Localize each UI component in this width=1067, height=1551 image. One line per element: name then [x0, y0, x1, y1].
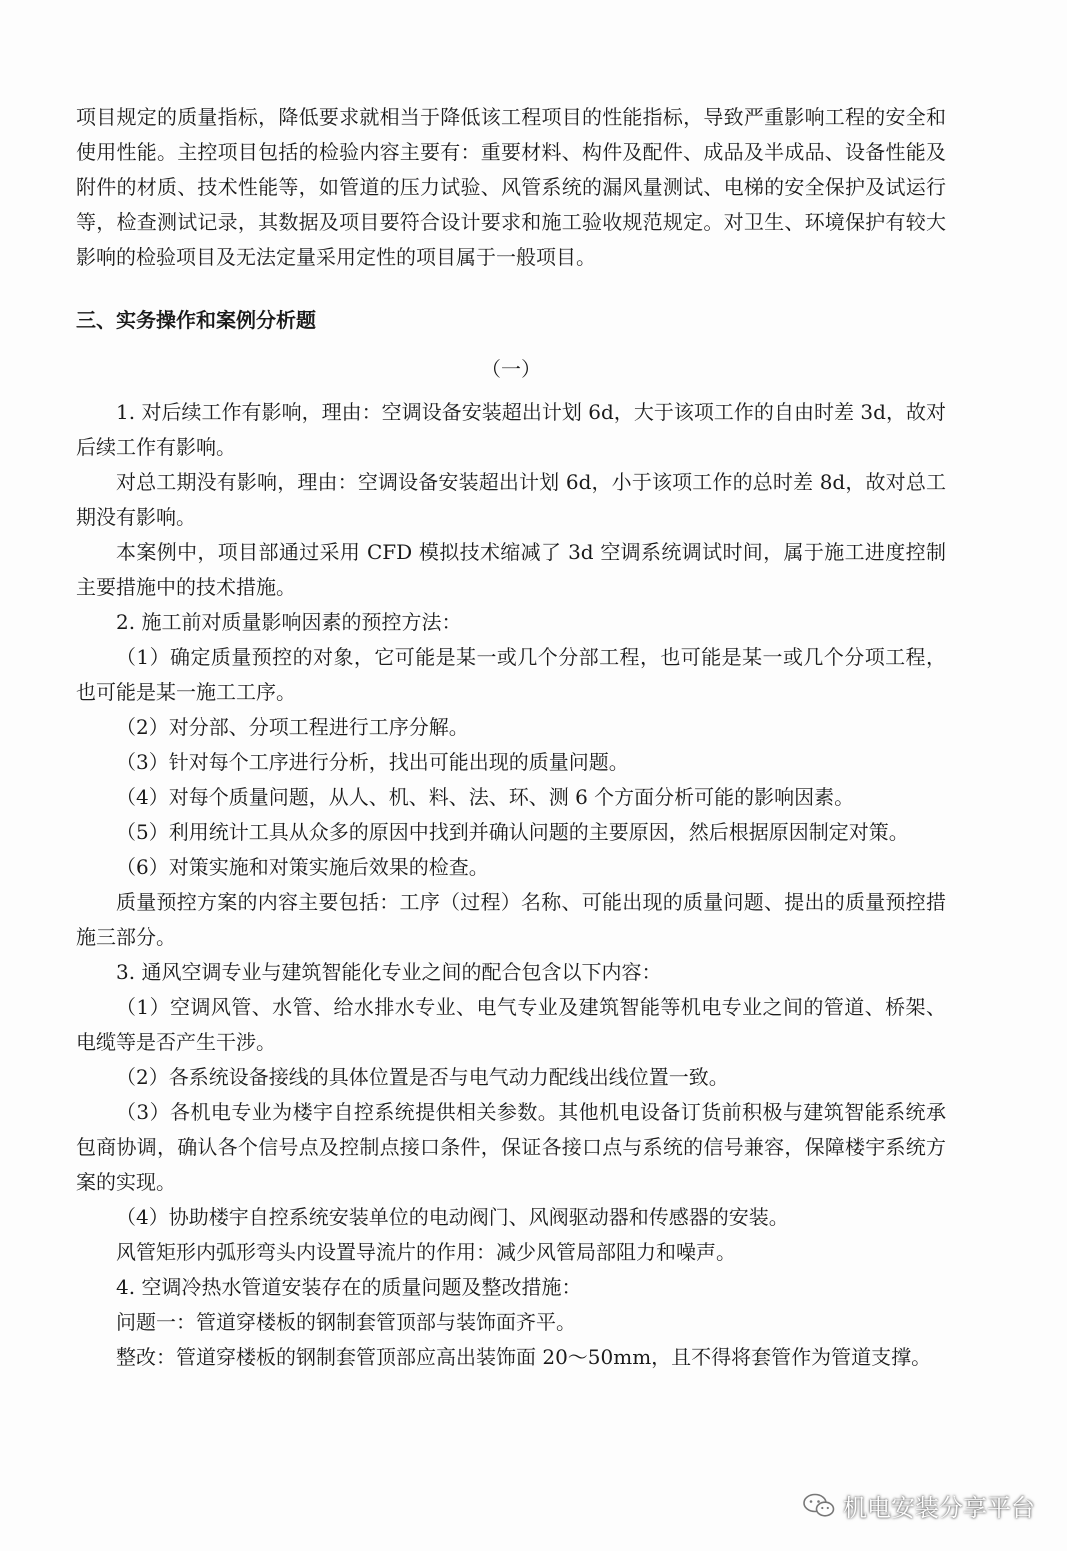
answer-3-item-4: （4）协助楼宇自控系统安装单位的电动阀门、风阀驱动器和传感器的安装。	[116, 1205, 789, 1229]
answer-4-title: 4. 空调冷热水管道安装存在的质量问题及整改措施：	[116, 1275, 582, 1299]
page-content	[76, 100, 946, 1375]
answer-3-item-3: （3）各机电专业为楼宇自控系统提供相关参数。其他机电设备订货前积极与建筑智能系统承包商协调，确认各个信号点及控制点接口条件，保证各接口点与系统的信号兼容，保障楼宇系统方案的实现。	[76, 1100, 946, 1194]
answer-2-summary: 质量预控方案的内容主要包括：工序（过程）名称、可能出现的质量问题、提出的质量预控措施三部分。	[76, 890, 946, 949]
answer-2-item-5: （5）利用统计工具从众多的原因中找到并确认问题的主要原因，然后根据原因制定对策。	[116, 820, 909, 844]
answer-4-problem-1: 问题一：管道穿楼板的钢制套管顶部与装饰面齐平。	[116, 1310, 576, 1334]
answer-2-item-1: （1）确定质量预控的对象，它可能是某一或几个分部工程，也可能是某一或几个分项工程，也可能是某一施工工序。	[76, 645, 946, 704]
section-heading: 三、实务操作和案例分析题	[76, 308, 316, 332]
answer-2-item-6: （6）对策实施和对策实施后效果的检查。	[116, 855, 489, 879]
answer-2-item-3: （3）针对每个工序进行分析，找出可能出现的质量问题。	[116, 750, 629, 774]
case-heading: （一）	[481, 357, 541, 381]
answer-3-item-1: （1）空调风管、水管、给水排水专业、电气专业及建筑智能等机电专业之间的管道、桥架、电缆等是否产生干涉。	[76, 995, 946, 1054]
answer-1-impact-follow-up: 1. 对后续工作有影响，理由：空调设备安装超出计划 6d，大于该项工作的自由时差 3d，故对后续工作有影响。	[76, 400, 946, 459]
answer-3-title: 3. 通风空调专业与建筑智能化专业之间的配合包含以下内容：	[116, 960, 662, 984]
answer-1-measure: 本案例中，项目部通过采用 CFD 模拟技术缩减了 3d 空调系统调试时间，属于施工进度控制主要措施中的技术措施。	[76, 540, 946, 599]
answer-2-item-4: （4）对每个质量问题，从人、机、料、法、环、测 6 个方面分析可能的影响因素。	[116, 785, 855, 809]
answer-2-item-2: （2）对分部、分项工程进行工序分解。	[116, 715, 469, 739]
wechat-icon	[803, 1493, 835, 1519]
answer-3-item-2: （2）各系统设备接线的具体位置是否与电气动力配线出线位置一致。	[116, 1065, 729, 1089]
intro-paragraph: 项目规定的质量指标，降低要求就相当于降低该工程项目的性能指标，导致严重影响工程的安全和使用性能。主控项目包括的检验内容主要有：重要材料、构件及配件、成品及半成品、设备性能及附件的材质、技术性能等，如管道的压力试验、风管系统的漏风量测试、电梯的安全保护及试运行等，检查测试记录，其数据及项目要符合设计要求和施工验收规范规定。对卫生、环境保护有较大影响的检验项目及无法定量采用定性的项目属于一般项目。	[76, 105, 946, 269]
watermark	[803, 1488, 1035, 1523]
answer-4-fix-1: 整改：管道穿楼板的钢制套管顶部应高出装饰面 20～50mm，且不得将套管作为管道支撑。	[116, 1345, 932, 1369]
answer-2-title: 2. 施工前对质量影响因素的预控方法：	[116, 610, 462, 634]
answer-1-impact-total: 对总工期没有影响，理由：空调设备安装超出计划 6d，小于该项工作的总时差 8d，故对总工期没有影响。	[76, 470, 946, 529]
answer-3-summary: 风管矩形内弧形弯头内设置导流片的作用：减少风管局部阻力和噪声。	[116, 1240, 736, 1264]
watermark-text: 机电安装分享平台	[843, 1494, 1035, 1522]
